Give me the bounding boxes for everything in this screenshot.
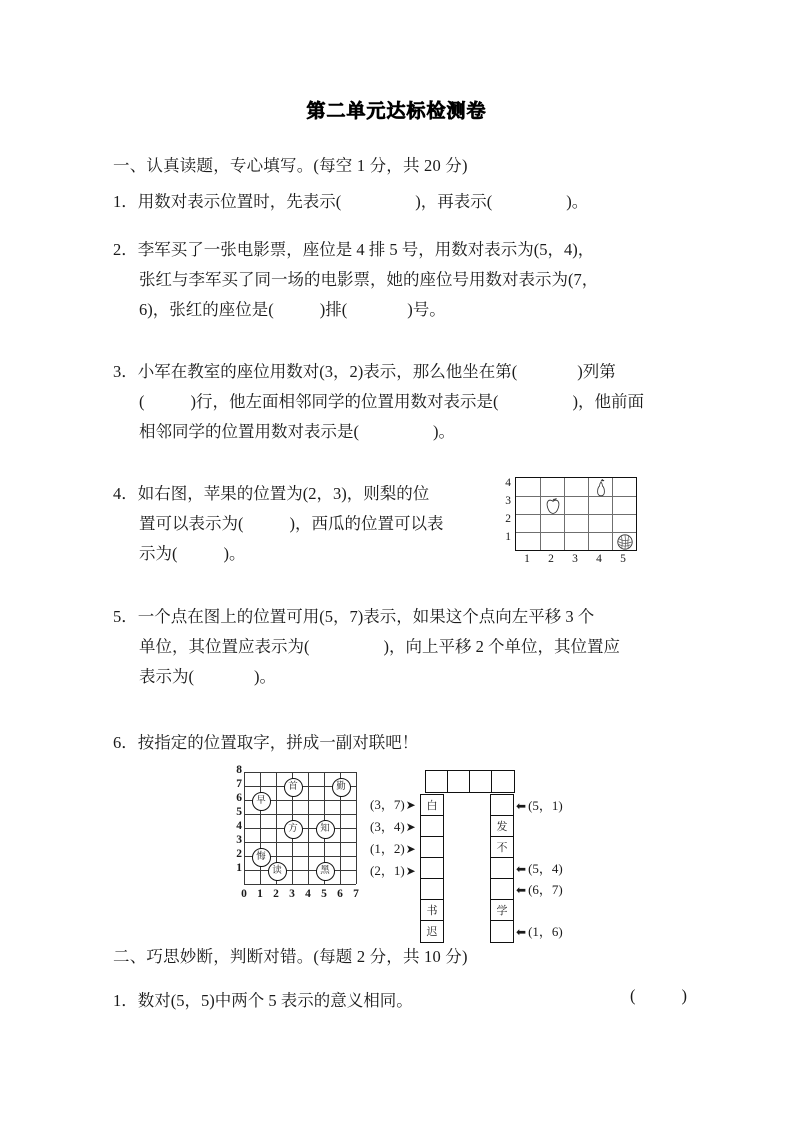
couplet-right-cell[interactable]: 不 xyxy=(491,837,513,858)
couplet-top-cell[interactable] xyxy=(492,771,514,792)
question-3-line-2-c: )，他前面 xyxy=(572,392,644,411)
pear-icon xyxy=(590,479,612,497)
right-coordinate-callout xyxy=(516,858,563,877)
question-5-line-1: 一个点在图上的位置可用(5，7)表示，如果这个点向左平移 3 个 xyxy=(137,607,595,626)
question-2-line-1: 李军买了一张电影票，座位是 4 排 5 号，用数对表示为(5，4)， xyxy=(137,240,595,259)
question-4-line-2-a: 置可以表示为( xyxy=(139,514,244,533)
right-coordinate-callout xyxy=(516,795,563,814)
question-3-line-1-b: )列第 xyxy=(577,362,616,381)
question-3-line-2-b: )行，他左面相邻同学的位置用数对表示是( xyxy=(190,392,499,411)
fruit-position-grid-figure xyxy=(497,477,637,565)
question-4-number: 4． xyxy=(113,484,138,503)
fruit-grid-col-label: 5 xyxy=(620,553,626,565)
coordinate-label: (6，7) xyxy=(528,882,563,897)
paren-open: ( xyxy=(630,986,636,1005)
question-5 xyxy=(113,602,620,692)
coordinate-label: (3，7) xyxy=(370,797,405,812)
couplet-right-cell[interactable] xyxy=(491,795,513,816)
character-lattice-grid xyxy=(244,772,356,900)
couplet-right-column xyxy=(490,794,514,943)
right-coordinate-callout xyxy=(516,879,563,898)
couplet-right-cell[interactable] xyxy=(491,921,513,942)
lattice-char-node[interactable]: 勤 xyxy=(332,778,351,797)
coordinate-row xyxy=(370,838,416,860)
couplet-left-cell[interactable] xyxy=(421,816,443,837)
lattice-char-node[interactable]: 读 xyxy=(268,862,287,881)
lattice-x-label: 5 xyxy=(321,888,327,900)
section-2-question-1-text: 数对(5，5)中两个 5 表示的意义相同。 xyxy=(137,991,413,1010)
question-3-line-1-a: 小军在教室的座位用数对(3，2)表示，那么他坐在第( xyxy=(137,362,518,381)
question-3-number: 3． xyxy=(113,362,138,381)
question-3-line-3-b: )。 xyxy=(433,422,455,441)
fruit-grid-row-label: 3 xyxy=(505,495,511,507)
lattice-x-label: 3 xyxy=(289,888,295,900)
couplet-right-cell[interactable]: 学 xyxy=(491,900,513,921)
lattice-line-horizontal xyxy=(244,772,356,773)
grid-line-horizontal xyxy=(516,514,636,515)
question-3-line-3-a: 相邻同学的位置用数对表示是( xyxy=(139,422,359,441)
section-2-question-1-number: 1． xyxy=(113,991,138,1010)
question-1 xyxy=(113,187,588,217)
coordinate-label: (1，2) xyxy=(370,841,405,856)
couplet-right-cell[interactable] xyxy=(491,879,513,900)
lattice-y-label: 7 xyxy=(236,778,242,790)
couplet-top-cell[interactable] xyxy=(426,771,448,792)
lattice-line-vertical xyxy=(356,772,357,884)
couplet-top-cell[interactable] xyxy=(448,771,470,792)
lattice-x-label: 1 xyxy=(257,888,263,900)
lattice-line-horizontal xyxy=(244,870,356,871)
lattice-line-horizontal xyxy=(244,884,356,885)
coordinate-row xyxy=(370,794,416,816)
fruit-grid-col-label: 2 xyxy=(548,553,554,565)
question-1-text-a: 用数对表示位置时，先表示( xyxy=(137,192,342,211)
coordinate-label: (3，4) xyxy=(370,819,405,834)
question-4-line-3-b: )。 xyxy=(223,544,246,563)
question-1-text-c: )。 xyxy=(566,192,589,211)
fruit-grid-col-label: 4 xyxy=(596,553,602,565)
section-1-heading: 一、认真读题，专心填写。(每空 1 分，共 20 分) xyxy=(113,156,468,175)
arrow-right-icon: ➤ xyxy=(405,842,416,856)
lattice-x-label: 6 xyxy=(337,888,343,900)
lattice-y-label: 4 xyxy=(236,820,242,832)
lattice-x-label: 4 xyxy=(305,888,311,900)
question-5-line-2-a: 单位，其位置应表示为( xyxy=(139,637,310,656)
couplet-right-cell[interactable] xyxy=(491,858,513,879)
question-5-number: 5． xyxy=(113,607,138,626)
fruit-grid-col-label: 3 xyxy=(572,553,578,565)
question-6 xyxy=(113,728,418,758)
watermelon-icon xyxy=(614,533,636,551)
true-false-answer-box[interactable] xyxy=(630,986,687,1006)
arrow-right-icon: ➤ xyxy=(405,820,416,834)
question-4-line-3-a: 示为( xyxy=(139,544,178,563)
lattice-char-node[interactable]: 早 xyxy=(252,792,271,811)
lattice-y-label: 6 xyxy=(236,792,242,804)
arrow-left-icon: ⬅ xyxy=(516,925,527,939)
couplet-figure xyxy=(370,770,600,939)
lattice-y-label: 5 xyxy=(236,806,242,818)
couplet-left-cell[interactable]: 迟 xyxy=(426,925,438,938)
arrow-left-icon: ⬅ xyxy=(516,799,527,813)
question-6-line-1: 按指定的位置取字，拼成一副对联吧！ xyxy=(137,733,419,752)
question-2-line-3-a: 6)，张红的座位是( xyxy=(139,300,274,319)
couplet-left-column xyxy=(420,794,444,943)
coordinate-label: (1，6) xyxy=(528,924,563,939)
coordinate-label: (2，1) xyxy=(370,863,405,878)
coordinate-row xyxy=(370,860,416,882)
lattice-x-label: 7 xyxy=(353,888,359,900)
page-title: 第二单元达标检测卷 xyxy=(306,100,487,122)
question-5-line-2-b: )，向上平移 2 个单位，其位置应 xyxy=(383,637,620,656)
question-3-line-2-a: ( xyxy=(139,392,145,411)
section-2-heading: 二、巧思妙断，判断对错。(每题 2 分，共 10 分) xyxy=(113,947,468,966)
lattice-line-horizontal xyxy=(244,842,356,843)
question-2-line-3-c: )号。 xyxy=(407,300,446,319)
question-1-text-b: )，再表示( xyxy=(415,192,493,211)
question-4-line-2-b: )，西瓜的位置可以表 xyxy=(289,514,444,533)
question-2-number: 2． xyxy=(113,240,138,259)
apple-icon xyxy=(542,497,564,515)
paren-close: ) xyxy=(681,986,687,1005)
fruit-grid-row-label: 4 xyxy=(505,477,511,489)
couplet-right-cell[interactable]: 发 xyxy=(491,816,513,837)
question-3 xyxy=(113,357,644,447)
lattice-x-label: 0 xyxy=(241,888,247,900)
coordinate-label: (5，1) xyxy=(528,798,563,813)
lattice-char-node[interactable]: 悔 xyxy=(252,848,271,867)
lattice-y-label: 3 xyxy=(236,834,242,846)
arrow-left-icon: ⬅ xyxy=(516,883,527,897)
question-2-line-3-b: )排( xyxy=(319,300,348,319)
fruit-grid-col-label: 1 xyxy=(524,553,530,565)
coordinate-row xyxy=(370,816,416,838)
couplet-left-cell[interactable] xyxy=(421,858,443,879)
question-1-number: 1． xyxy=(113,192,138,211)
question-6-number: 6． xyxy=(113,733,138,752)
question-5-line-3-b: )。 xyxy=(254,667,276,686)
right-coordinate-callout xyxy=(516,921,563,940)
couplet-top-cell[interactable] xyxy=(470,771,492,792)
lattice-y-label: 1 xyxy=(236,862,242,874)
question-2-line-2: 张红与李军买了同一场的电影票，她的座位号用数对表示为(7， xyxy=(139,270,599,289)
lattice-y-label: 8 xyxy=(236,764,242,776)
lattice-char-node[interactable]: 方 xyxy=(284,820,303,839)
lattice-char-node[interactable]: 首 xyxy=(284,778,303,797)
couplet-left-cell[interactable]: 白 xyxy=(421,795,443,816)
section-2-question-1 xyxy=(113,986,413,1016)
question-2 xyxy=(113,235,598,325)
lattice-char-node[interactable]: 黑 xyxy=(316,862,335,881)
couplet-left-cell[interactable]: 书 xyxy=(421,900,443,921)
arrow-right-icon: ➤ xyxy=(405,864,416,878)
lattice-char-node[interactable]: 知 xyxy=(316,820,335,839)
fruit-grid-row-label: 1 xyxy=(505,531,511,543)
couplet-top-banner xyxy=(425,770,515,793)
couplet-left-cell[interactable] xyxy=(421,837,443,858)
grid-line-horizontal xyxy=(516,496,636,497)
arrow-left-icon: ⬅ xyxy=(516,862,527,876)
lattice-x-label: 2 xyxy=(273,888,279,900)
lattice-y-label: 2 xyxy=(236,848,242,860)
left-coordinate-list xyxy=(370,794,416,882)
coordinate-label: (5，4) xyxy=(528,861,563,876)
fruit-grid-row-label: 2 xyxy=(505,513,511,525)
arrow-right-icon: ➤ xyxy=(405,798,416,812)
question-5-line-3-a: 表示为( xyxy=(139,667,194,686)
fruit-grid xyxy=(515,477,637,551)
couplet-left-cell[interactable] xyxy=(421,879,443,900)
question-4 xyxy=(113,479,444,569)
lattice-line-horizontal xyxy=(244,814,356,815)
question-4-line-1: 如右图，苹果的位置为(2，3)，则梨的位 xyxy=(137,484,430,503)
